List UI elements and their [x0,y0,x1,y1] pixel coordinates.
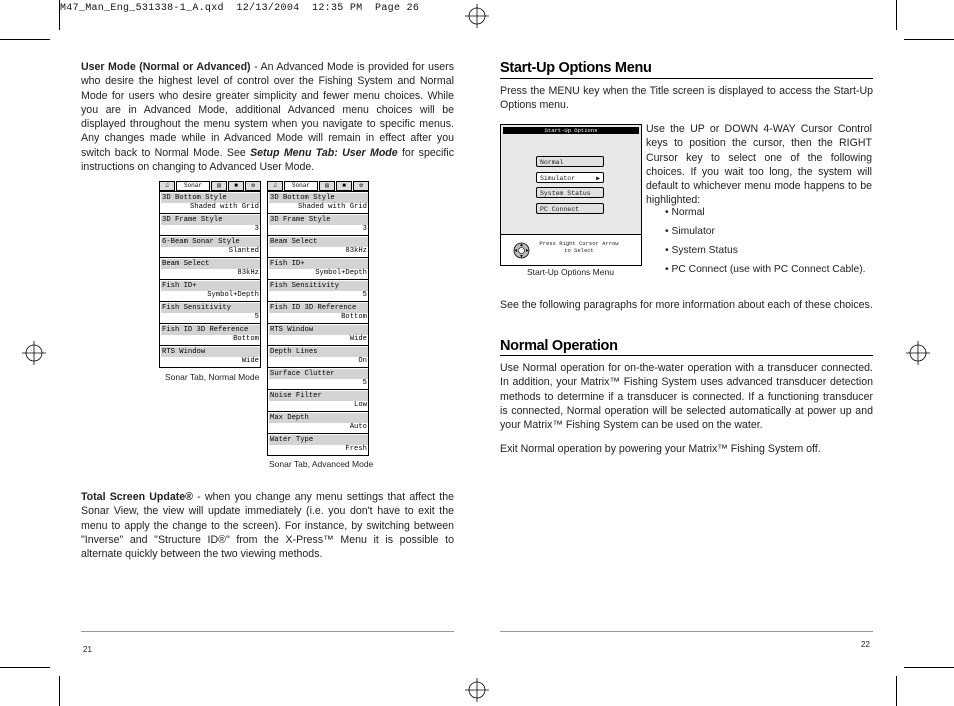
user-mode-paragraph [81,60,454,174]
menu-item-label: 3D Bottom Style [161,193,260,203]
list-item: • Simulator [665,226,715,237]
menu-item-value: Low [354,401,367,409]
crop-mark [896,676,897,706]
option-normal[interactable]: Normal [536,156,604,167]
menu-item[interactable] [267,411,369,434]
total-update-text: - when you change any menu settings that affect the Sonar View, the view will update immediately (i.e. you don't have to exit the menu to apply the change to the screen). For instance, by switching between "Inverse" and "Structure ID®" from the X-Press™ Menu it is possible to alternate quickly between the two viewing methods. [81,491,455,561]
normal-operation-heading: Normal Operation [500,338,618,354]
menu-item[interactable] [267,345,369,368]
menu-item[interactable] [267,367,369,390]
crop-mark [904,667,954,668]
normal-operation-paragraph: Use Normal operation for on-the-water operation with a transducer connected. In addition, your Matrix™ Fishing System uses advanced transducer detection methods to determine if a transducer is connected. If a functioning transducer is connected, Normal operation will be selected automatically at power up and your Matrix™ Fishing System can be used on the water. [500,362,873,432]
menu-item-value: 3 [254,225,259,233]
user-mode-text-after: for specific instructions on changing to Advanced User Mode. [81,146,455,174]
menu-item-label: Depth Lines [269,347,368,357]
menu-item-label: Beam Select [269,237,368,247]
option-pc-connect[interactable]: PC Connect [536,203,604,214]
exit-paragraph: Exit Normal operation by powering your Matrix™ Fishing System off. [500,443,821,455]
list-item: • Normal [665,207,705,218]
list-item: • PC Connect (use with PC Connect Cable). [665,264,866,275]
startup-options-heading: Start-Up Options Menu [500,60,652,76]
menu-item-label: 3D Bottom Style [269,193,368,203]
user-mode-term: User Mode (Normal or Advanced) [81,61,251,73]
menu-item[interactable] [267,301,369,324]
menu-item[interactable] [159,191,261,214]
menu-item-value: Slanted [228,247,259,255]
arrow-right-icon: ▶ [596,175,600,182]
cursor-pad-icon [513,242,530,259]
menu-item[interactable] [159,301,261,324]
startup-intro: Press the MENU key when the Title screen is displayed to access the Start-Up Options menu. [500,85,873,112]
menu-item-value: 3 [362,225,367,233]
menu-item-label: Fish ID 3D Reference [161,325,260,335]
total-update-paragraph [81,490,454,561]
menu-item-label: 6-Beam Sonar Style [161,237,260,247]
option-system-status[interactable]: System Status [536,187,604,198]
registration-mark-icon [906,341,930,365]
crop-mark [904,39,954,40]
menu-item-label: Surface Clutter [269,369,368,379]
sonar-tab[interactable]: Sonar [284,181,318,191]
menu-item-value: Auto [349,423,367,431]
crop-mark [59,676,60,706]
menu-item[interactable] [267,213,369,236]
menu-item-label: Noise Filter [269,391,368,401]
gear-tab-icon[interactable]: ⚙ [353,181,369,191]
menu-item-value: Bottom [341,313,367,321]
heading-rule [500,355,873,356]
menu-item[interactable] [159,279,261,302]
footer-rule [500,631,873,632]
crop-mark [0,39,50,40]
menu-item[interactable] [267,191,369,214]
press-instruction: Press Right Cursor Arrow to Select [539,240,619,254]
crop-mark [59,0,60,30]
normal-menu-caption: Sonar Tab, Normal Mode [165,372,260,382]
menu-item-label: Fish ID+ [161,281,260,291]
sonar-menu-normal [159,181,261,368]
menu-item[interactable] [159,235,261,258]
menu-item-value: Wide [241,357,259,365]
menu-item-value: Bottom [233,335,259,343]
menu-item[interactable] [159,345,261,368]
menu-item-value: 83kHz [345,247,367,255]
page-number-right: 22 [861,640,870,649]
menu-item[interactable] [267,323,369,346]
menu-item-value: 83kHz [237,269,259,277]
menu-item-value: Symbol+Depth [315,269,367,277]
menu-item-value: Fresh [345,445,367,453]
setup-tab-icon[interactable]: ■ [228,181,244,191]
menu-item-label: Fish Sensitivity [269,281,368,291]
menu-item-value: Shaded with Grid [189,203,259,211]
file-slug: M47_Man_Eng_531338-1_A.qxd 12/13/2004 12:35 PM Page 26 [60,3,420,14]
menu-item-value: On [358,357,367,365]
menu-item-label: Max Depth [269,413,368,423]
sonar-menu-advanced [267,181,369,456]
registration-mark-icon [465,4,489,28]
cursor-instructions: Use the UP or DOWN 4-WAY Cursor Control keys to position the cursor, then the RIGHT Cursor key to select one of the following choices. If you wait too long, the system will default to whichever menu mode happens to be highlighted: [646,123,872,207]
menu-item[interactable] [159,323,261,346]
footer-rule [81,631,454,632]
menu-item-value: 5 [362,291,367,299]
user-mode-text: - An Advanced Mode is provided for users who desire the highest level of control over the Fishing System and Normal Mode for users who desire greater simplicity and fewer menu choices. While you are in Advanced Mode, additional Advanced menu choices will be displayed throughout the menu system when you navigate to specific menus. Any changes made while in Advanced Mode will remain in effect after you switch back to Normal Mode. See [81,61,454,159]
alarm-tab-icon[interactable]: ♫ [159,181,175,191]
menu-item-label: RTS Window [161,347,260,357]
menu-item-label: Fish Sensitivity [161,303,260,313]
startup-choices-list [665,203,865,279]
alarm-tab-icon[interactable]: ♫ [267,181,283,191]
menu-item-label: Fish ID 3D Reference [269,303,368,313]
menu-tabs [159,181,261,191]
menu-item[interactable] [267,235,369,258]
menu-item-value: 5 [362,379,367,387]
navigation-tab-icon[interactable]: ▤ [319,181,335,191]
menu-item-value: 5 [254,313,259,321]
menu-item-value: Shaded with Grid [297,203,367,211]
menu-item-label: RTS Window [269,325,368,335]
total-update-term: Total Screen Update® [81,491,193,503]
gear-tab-icon[interactable]: ⚙ [245,181,261,191]
registration-mark-icon [465,678,489,702]
screen-caption: Start-Up Options Menu [527,267,614,277]
menu-item-label: Beam Select [161,259,260,269]
menu-item[interactable] [267,389,369,412]
crop-mark [0,667,50,668]
menu-item[interactable] [267,257,369,280]
menu-item[interactable] [159,213,261,236]
navigation-tab-icon[interactable]: ▤ [211,181,227,191]
option-simulator[interactable]: Simulator ▶ [536,172,604,183]
menu-item-value: Symbol+Depth [207,291,259,299]
heading-rule [500,78,873,79]
crop-mark [896,0,897,30]
menu-item-value: Wide [349,335,367,343]
menu-item-label: Fish ID+ [269,259,368,269]
screen-footer [501,234,641,265]
screen-title: Start-Up Options [503,127,639,134]
user-mode-reference: Setup Menu Tab: User Mode [250,146,398,159]
advanced-menu-caption: Sonar Tab, Advanced Mode [269,459,374,469]
menu-item-label: Water Type [269,435,368,445]
following-paragraph: See the following paragraphs for more information about each of these choices. [500,299,873,311]
menu-item[interactable] [267,279,369,302]
menu-item[interactable] [159,257,261,280]
setup-tab-icon[interactable]: ■ [336,181,352,191]
menu-item-label: 3D Frame Style [269,215,368,225]
page-number-left: 21 [83,645,92,654]
menu-tabs [267,181,369,191]
registration-mark-icon [22,341,46,365]
menu-item[interactable] [267,433,369,456]
sonar-tab[interactable]: Sonar [176,181,210,191]
menu-item-label: 3D Frame Style [161,215,260,225]
list-item: • System Status [665,245,738,256]
startup-options-screen [500,124,642,266]
